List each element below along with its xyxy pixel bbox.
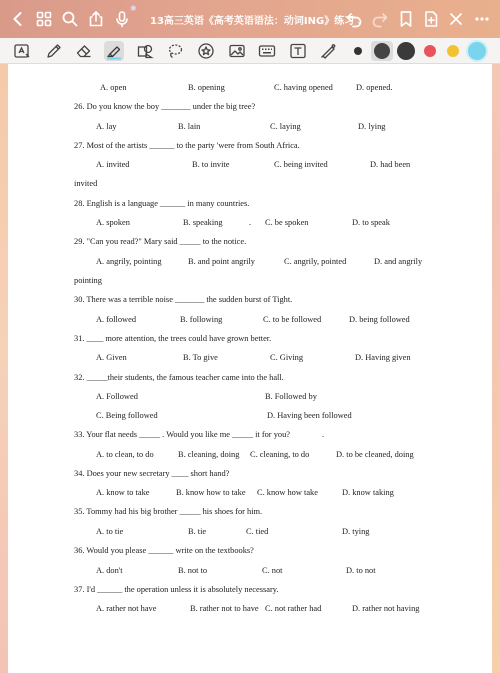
option-text: B. Followed by bbox=[265, 392, 317, 401]
question-text: 26. Do you know the boy _______ under the big tree? bbox=[74, 102, 256, 111]
option-text: A. lay bbox=[96, 122, 117, 131]
option-text: invited bbox=[74, 179, 98, 188]
chevron-down-icon: ⌄ bbox=[356, 17, 363, 26]
option-text: B. not to bbox=[178, 566, 208, 575]
option-text: D. to be cleaned, doing bbox=[336, 450, 414, 459]
text-box-tool-icon[interactable] bbox=[288, 41, 308, 61]
microphone-icon[interactable] bbox=[112, 9, 132, 29]
option-text: B. to invite bbox=[192, 160, 230, 169]
sticker-tool-icon[interactable] bbox=[196, 41, 216, 61]
document-title[interactable] bbox=[150, 12, 363, 28]
option-text: A. don't bbox=[96, 566, 123, 575]
option-text: D. lying bbox=[358, 122, 386, 131]
option-text: A. followed bbox=[96, 315, 137, 324]
color-swatch-dark-gray[interactable] bbox=[374, 43, 390, 59]
back-icon[interactable] bbox=[8, 9, 28, 29]
option-text: pointing bbox=[74, 276, 102, 285]
option-text: A. to tie bbox=[96, 527, 124, 536]
annotation-toolbar bbox=[0, 38, 500, 64]
option-text: C. being invited bbox=[274, 160, 328, 169]
text-select-tool-icon[interactable] bbox=[12, 41, 32, 61]
bluetooth-indicator-icon: ✱ bbox=[130, 4, 137, 13]
question-text: 37. I'd ______ the operation unless it is absolutely necessary. bbox=[74, 585, 279, 594]
shapes-tool-icon[interactable] bbox=[135, 41, 155, 61]
option-text: C. to be followed bbox=[263, 315, 322, 324]
option-text: C. be spoken bbox=[265, 218, 309, 227]
color-swatch-red[interactable] bbox=[424, 45, 436, 57]
top-navigation-bar bbox=[0, 0, 500, 38]
option-text: D. know taking bbox=[342, 488, 394, 497]
question-text: 29. "Can you read?" Mary said _____ to the notice. bbox=[74, 237, 247, 246]
option-text: D. Having been followed bbox=[267, 411, 352, 420]
color-swatch-yellow[interactable] bbox=[447, 45, 459, 57]
option-text: D. had been bbox=[370, 160, 411, 169]
option-text: D. to speak bbox=[352, 218, 390, 227]
option-text: A. invited bbox=[96, 160, 130, 169]
option-text: C. Being followed bbox=[96, 411, 158, 420]
option-text: B. and point angrily bbox=[188, 257, 255, 266]
option-text: C. know how take bbox=[257, 488, 318, 497]
eraser-tool-icon[interactable] bbox=[74, 41, 94, 61]
question-text: 30. There was a terrible noise _______ the sudden burst of Tight. bbox=[74, 295, 293, 304]
grid-view-icon[interactable] bbox=[34, 9, 54, 29]
undo-icon[interactable] bbox=[344, 9, 364, 29]
option-text: C. laying bbox=[270, 122, 301, 131]
document-page bbox=[8, 64, 492, 673]
option-text: D. rather not having bbox=[352, 604, 420, 613]
option-text: B. speaking bbox=[183, 218, 223, 227]
option-text: D. and angrily bbox=[374, 257, 423, 266]
color-swatch-cyan[interactable] bbox=[468, 42, 486, 60]
option-text: D. opened. bbox=[356, 83, 393, 92]
option-text: B. To give bbox=[183, 353, 218, 362]
close-icon[interactable] bbox=[446, 9, 466, 29]
question-text: 33. Your flat needs _____ . Would you like me _____ it for you? bbox=[74, 430, 290, 439]
question-text: 35. Tommy had his big brother _____ his shoes for him. bbox=[74, 507, 263, 516]
stray-mark: . bbox=[322, 430, 325, 439]
pen-tool-icon[interactable] bbox=[44, 41, 64, 61]
redo-icon[interactable] bbox=[370, 9, 390, 29]
highlighter-tool-icon[interactable] bbox=[104, 41, 124, 61]
option-text: B. know how to take bbox=[176, 488, 246, 497]
search-icon[interactable] bbox=[60, 9, 80, 29]
option-text: C. having opened bbox=[274, 83, 333, 92]
option-text: D. tying bbox=[342, 527, 370, 536]
option-text: A. Given bbox=[96, 353, 127, 362]
option-text: A. spoken bbox=[96, 218, 130, 227]
option-text: B. tie bbox=[188, 527, 207, 536]
keyboard-tool-icon[interactable] bbox=[257, 41, 277, 61]
option-text: A. open bbox=[100, 83, 127, 92]
option-text: B. following bbox=[180, 315, 223, 324]
option-text: D. to not bbox=[346, 566, 376, 575]
option-text: A. angrily, pointing bbox=[96, 257, 162, 266]
question-text: 32. _____their students, the famous teacher came into the hall. bbox=[74, 373, 284, 382]
option-text: D. Having given bbox=[355, 353, 411, 362]
share-icon[interactable] bbox=[86, 9, 106, 29]
option-text: B. lain bbox=[178, 122, 201, 131]
option-text: C. not bbox=[262, 566, 283, 575]
option-text: C. not rather had bbox=[265, 604, 322, 613]
question-text: 34. Does your new secretary ____ short hand? bbox=[74, 469, 230, 478]
question-text: 36. Would you please ______ write on the textbooks? bbox=[74, 546, 254, 555]
option-text: B. rather not to have bbox=[190, 604, 259, 613]
pointer-tool-icon[interactable] bbox=[318, 41, 338, 61]
option-text: A. rather not have bbox=[96, 604, 157, 613]
stray-mark: . bbox=[249, 218, 252, 227]
lasso-tool-icon[interactable] bbox=[165, 41, 185, 61]
option-text: A. Followed bbox=[96, 392, 138, 401]
option-text: D. being followed bbox=[349, 315, 410, 324]
option-text: C. cleaning, to do bbox=[250, 450, 310, 459]
color-swatch-black-small[interactable] bbox=[354, 47, 362, 55]
option-text: A. to clean, to do bbox=[96, 450, 154, 459]
question-text: 28. English is a language ______ in many countries. bbox=[74, 199, 250, 208]
option-text: C. angrily, pointed bbox=[284, 257, 347, 266]
color-swatch-black-large[interactable] bbox=[397, 42, 415, 60]
option-text: C. tied bbox=[246, 527, 269, 536]
add-page-icon[interactable] bbox=[421, 9, 441, 29]
image-tool-icon[interactable] bbox=[227, 41, 247, 61]
document-title-text: 13高三英语《高考英语语法：动词ING》练习 bbox=[150, 16, 355, 27]
option-text: A. know to take bbox=[96, 488, 150, 497]
option-text: B. cleaning, doing bbox=[178, 450, 240, 459]
more-options-icon[interactable] bbox=[472, 9, 492, 29]
question-text: 31. ____ more attention, the trees could have grown better. bbox=[74, 334, 272, 343]
question-text: 27. Most of the artists ______ to the party 'were from South Africa. bbox=[74, 141, 300, 150]
option-text: C. Giving bbox=[270, 353, 304, 362]
bookmark-icon[interactable] bbox=[396, 9, 416, 29]
option-text: B. opening bbox=[188, 83, 225, 92]
